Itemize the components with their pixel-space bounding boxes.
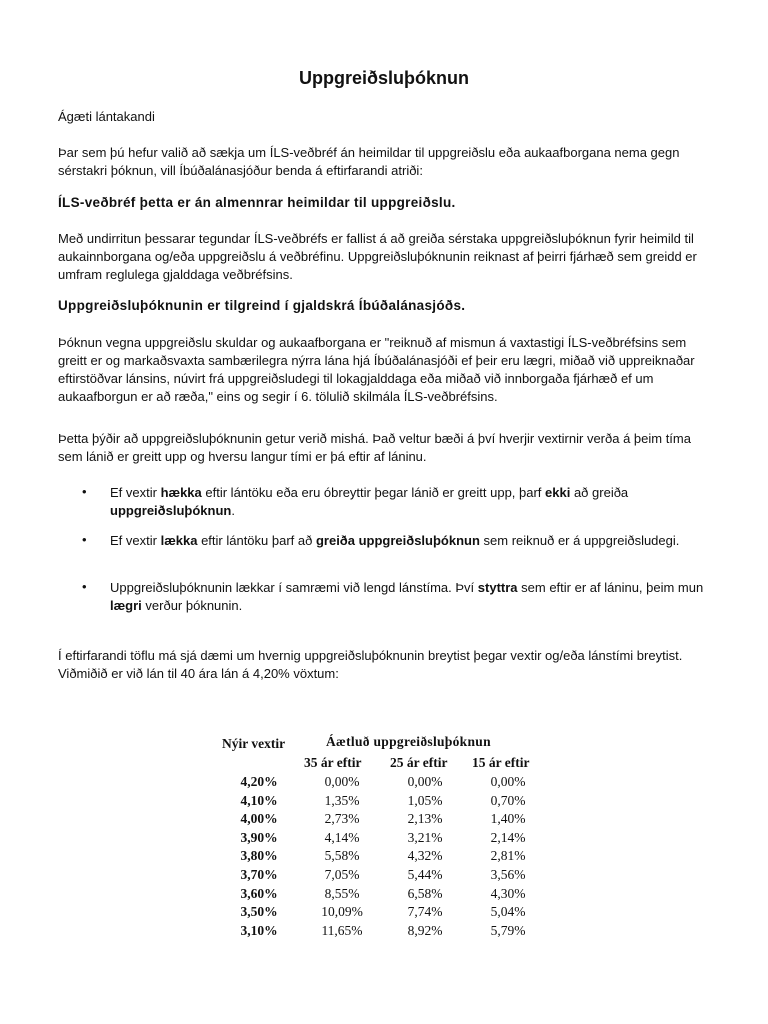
table-cell-fee: 8,92%: [407, 922, 443, 938]
table-cell-fee: 5,04%: [490, 904, 526, 920]
table-subheader-35-years: 35 ár eftir: [304, 755, 362, 770]
table-cell-fee: 0,00%: [490, 774, 526, 789]
paragraph-signature-consent: Með undirritun þessarar tegundar ÍLS-veðbréfs er fallist á að greiða sérstaka uppgreiðsluþóknun fyrir heimild til aukainnborgana og/eða uppgreiðslu á veðbréfinu. Uppgreiðsluþóknunin reiknast af þeirri fjárhæð sem greidd er umfram reglulega gjalddaga veðbréfsins.: [58, 231, 697, 282]
table-header-new-rates: Nýir vextir: [222, 736, 286, 751]
table-cell-rate: 3,50%: [240, 904, 278, 920]
table-cell-fee: 2,73%: [324, 811, 360, 827]
table-cell-fee: 4,14%: [324, 829, 360, 845]
table-cell-fee: 10,09%: [321, 904, 363, 920]
bullet-marker: •: [82, 579, 87, 594]
bullet-marker: •: [82, 484, 87, 499]
table-cell-fee: 0,70%: [490, 792, 526, 808]
table-cell-rate: 4,00%: [240, 811, 278, 827]
table-cell-fee: 3,56%: [490, 867, 526, 882]
table-cell-fee: 8,55%: [324, 885, 360, 901]
document-title: Uppgreiðsluþóknun: [299, 68, 469, 88]
table-cell-fee: 7,05%: [324, 867, 360, 882]
bullet-item-term-length: Uppgreiðsluþóknunin lækkar í samræmi við lengd lánstíma. Því styttra sem eftir er af láninu, þeim mun lægri verður þóknunin.: [110, 580, 704, 613]
table-cell-fee: 5,79%: [490, 922, 526, 938]
table-cell-rate: 3,70%: [240, 867, 278, 882]
table-cell-fee: 5,58%: [324, 848, 360, 864]
table-cell-fee: 11,65%: [321, 922, 363, 938]
table-cell-rate: 4,20%: [240, 774, 278, 789]
table-cell-rate: 4,10%: [240, 792, 278, 808]
table-cell-fee: 4,32%: [407, 848, 443, 864]
table-cell-fee: 0,00%: [407, 774, 443, 789]
table-cell-fee: 3,21%: [407, 829, 443, 845]
table-cell-fee: 1,35%: [324, 792, 360, 808]
table-cell-fee: 6,58%: [407, 885, 443, 901]
paragraph-table-intro: Í eftirfarandi töflu má sjá dæmi um hvernig uppgreiðsluþóknunin breytist þegar vextir og/eða lánstími breytist. Viðmiðið er við lán til 40 ára lán á 4,20% vöxtum:: [58, 648, 683, 681]
greeting: Ágæti lántakandi: [58, 109, 155, 124]
table-cell-fee: 4,30%: [490, 885, 526, 901]
table-cell-rate: 3,90%: [240, 829, 278, 845]
table-cell-fee: 1,40%: [490, 811, 526, 827]
table-cell-fee: 2,13%: [407, 811, 443, 827]
table-cell-fee: 0,00%: [324, 774, 360, 789]
paragraph-fee-variation: Þetta þýðir að uppgreiðsluþóknunin getur verið mishá. Það veltur bæði á því hverjir vextirnir verða á þeim tíma sem lánið er greitt upp og hversu langur tími er þá eftir af láninu.: [58, 431, 691, 464]
table-cell-rate: 3,60%: [240, 885, 278, 901]
intro-paragraph: Þar sem þú hefur valið að sækja um ÍLS-veðbréf án heimildar til uppgreiðslu eða aukaafborgana nema gegn sérstakri þóknun, vill Íbúðalánasjóður benda á eftirfarandi atriði:: [58, 145, 680, 178]
table-cell-fee: 1,05%: [407, 792, 443, 808]
heading-no-prepayment-right: ÍLS-veðbréf þetta er án almennrar heimildar til uppgreiðslu.: [58, 195, 456, 210]
table-cell-fee: 2,14%: [490, 829, 526, 845]
bullet-marker: •: [82, 532, 87, 547]
table-cell-fee: 2,81%: [490, 848, 526, 864]
bullet-item-rates-fall: Ef vextir lækka eftir lántöku þarf að greiða uppgreiðsluþóknun sem reiknuð er á uppgreiðsludegi.: [110, 533, 680, 548]
table-subheader-25-years: 25 ár eftir: [390, 755, 448, 770]
table-cell-rate: 3,10%: [240, 922, 278, 938]
table-cell-fee: 7,74%: [407, 904, 443, 920]
heading-fee-schedule: Uppgreiðsluþóknunin er tilgreind í gjaldskrá Íbúðalánasjóðs.: [58, 298, 466, 313]
table-cell-rate: 3,80%: [240, 848, 278, 864]
bullet-item-rates-rise: Ef vextir hækka eftir lántöku eða eru óbreyttir þegar lánið er greitt upp, þarf ekki að greiða uppgreiðsluþóknun.: [110, 485, 629, 518]
table-header-estimated-fee: Áætluð uppgreiðsluþóknun: [326, 734, 491, 749]
paragraph-fee-calculation: Þóknun vegna uppgreiðslu skuldar og aukaafborgana er "reiknuð af mismun á vaxtastigi ÍLS-veðbréfsins sem greitt er og markaðsvaxta sambærilegra nýrra lána hjá Íbúðalánasjóði ef þeir eru lægri, miðað við uppreiknaðar eftirstöðvar lánsins, núvirt frá uppgreiðsludegi til lokagjalddaga eða miðað við innborgaða fjárhæð ef um aukaafborgun er að ræða," eins og segir í 6. tölulið skilmála ÍLS-veðbréfsins.: [58, 335, 695, 404]
table-cell-fee: 5,44%: [407, 867, 443, 882]
table-subheader-15-years: 15 ár eftir: [472, 755, 530, 770]
